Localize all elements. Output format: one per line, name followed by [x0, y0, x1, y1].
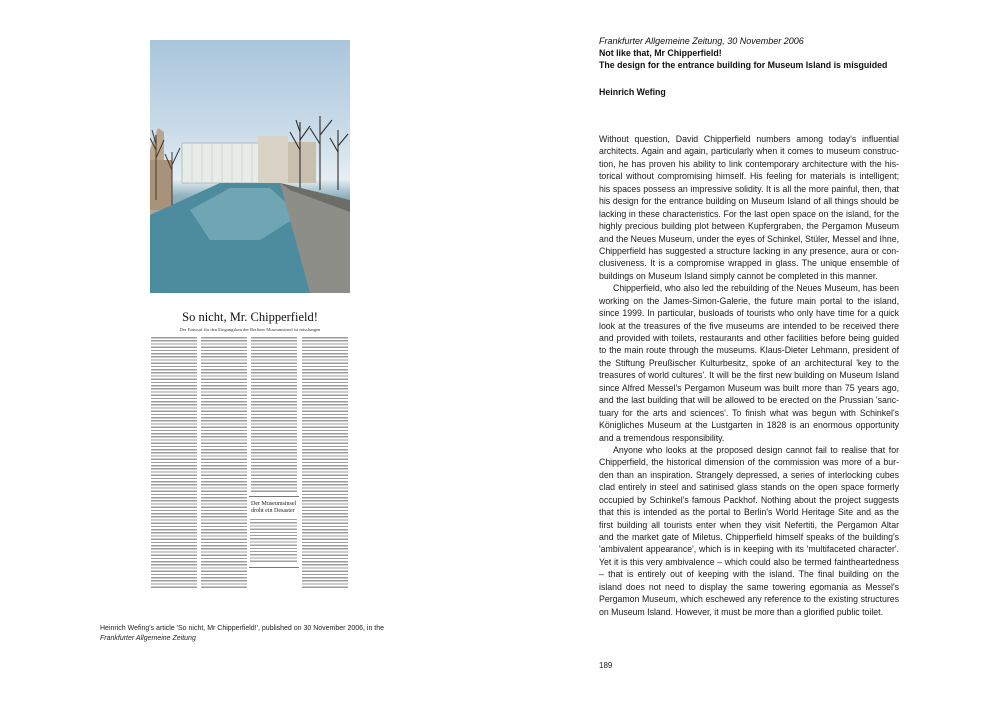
body-line: clad entirely in steel and satinised glass stands on the open space formerly	[599, 482, 899, 493]
body-line: and the Neues Museum, under the eyes of Schinkel, Stüler, Messel and Ihne,	[599, 233, 899, 244]
inset-text-lines	[250, 519, 297, 563]
clipping-inset-box	[249, 496, 299, 568]
clipping-text-column	[302, 337, 348, 590]
body-line: Königliches Museum at the Lustgarten in 1828 is an enormous opportunity	[599, 420, 899, 431]
inset-title: Der Museumsinsel droht ein Desaster	[251, 501, 297, 514]
body-line: and the market gate of Miletus. Chipperfield himself speaks of the building's	[599, 532, 899, 542]
body-line: buildings on Museum Island simply cannot be completed in this manner.	[599, 270, 878, 281]
article-subtitle: The design for the entrance building for Museum Island is misguided	[599, 60, 888, 70]
body-line: and the last building that will be allowed to be erected on the Prussian 'sanc-	[599, 395, 899, 406]
body-line: clusiveness. It is a compromise wrapped in glass. The unique ensemble of	[599, 258, 899, 269]
clipping-headline: So nicht, Mr. Chipperfield!	[182, 310, 318, 324]
body-line: Chipperfield, the historical dimension of the commission was more of a bur-	[599, 457, 899, 468]
body-line: and a tremendous responsibility.	[599, 432, 725, 443]
body-line: architects. Again and again, particularly when it comes to museum construc-	[599, 146, 899, 157]
clipping-subheadline: Der Entwurf für den Eingangsbau der Berliner Museumsinsel ist misslungen	[179, 327, 321, 332]
body-line: the Stiftung Preußischer Kulturbesitz, spoke of an architectural 'key to the	[599, 357, 899, 368]
body-line: tion, he has proven his ability to link contemporary architecture with the his-	[599, 158, 899, 169]
body-line: working on the James-Simon-Galerie, the future main portal to the island,	[599, 295, 899, 306]
body-line: and provided with toilets, restaurants and other facilities before being guided	[599, 333, 899, 343]
figure-caption	[100, 624, 420, 643]
body-line: – that is entirely out of keeping with the island. The final building on the	[599, 569, 899, 580]
body-line: tuary for the arts and sciences'. To finish what was begun with Schinkel's	[599, 407, 899, 418]
page-number: 189	[599, 661, 613, 670]
body-line: on Museum Island. However, it must be more than a glorified public toilet.	[599, 606, 884, 617]
body-line: lacking in these characteristics. For the last open space on the island, for the	[599, 208, 899, 219]
body-line: Pergamon Museum, which eschewed any reference to the existing structures	[599, 594, 899, 605]
article-author: Heinrich Wefing	[599, 87, 666, 97]
body-line: treasures of world cultures'. It will be the first new building on Museum Island	[599, 370, 899, 381]
body-line: island does not need to display the same towering egomania as Messel's	[599, 581, 899, 592]
body-line: Anyone who looks at the proposed design cannot fail to realise that for	[613, 444, 899, 455]
body-line: 'ambivalent appearance', which is in keeping with its 'multifaceted character'.	[599, 544, 899, 555]
body-line: den than an inspiration. Strangely depressed, a series of interlocking cubes	[599, 469, 899, 480]
article-title: Not like that, Mr Chipperfield!	[599, 48, 722, 58]
source-line: Frankfurter Allgemeine Zeitung, 30 November 2006	[599, 36, 804, 46]
article-body	[599, 133, 899, 618]
clipping-text-column	[201, 337, 247, 590]
body-line: that this is intended as the portal to Berlin's World Heritage Site and as the	[599, 507, 899, 518]
photo-caption-lines	[150, 295, 350, 305]
clipping-text-column	[151, 337, 197, 590]
body-line: to the main route through the museums. Klaus-Dieter Lehmann, president of	[599, 345, 899, 356]
body-line: his design for the entrance building on Museum Island of all things should be	[599, 196, 899, 207]
museum-island-photo	[150, 40, 350, 293]
body-line: since 1999. In particular, busloads of tourists who only have time for a quick	[599, 308, 899, 319]
body-line: look at the treasures of the five museums are intended to be received there	[599, 320, 899, 331]
body-line: since Alfred Messel's Pergamon Museum was built more than 75 years ago,	[599, 382, 899, 393]
clipping-text-column	[251, 337, 297, 493]
body-line: Chipperfield, who also led the rebuilding of the Neues Museum, has been	[613, 283, 899, 294]
body-line: Yet it is this very ambivalence – which could also be termed faintheartedness	[599, 556, 899, 567]
newspaper-clipping	[150, 40, 350, 590]
body-line: Without question, David Chipperfield numbers among today's influential	[599, 134, 899, 144]
body-line: torical without compromising himself. His feeling for materials is intelligent;	[599, 171, 899, 182]
body-line: his spaces possess an impressive solidity. It is all the more painful, then, that	[599, 183, 899, 194]
body-line: first building all tourists enter when they visit Nefertiti, the Pergamon Altar	[599, 519, 899, 530]
caption-publication: Frankfurter Allgemeine Zeitung	[100, 634, 196, 642]
caption-text: Heinrich Wefing's article 'So nicht, Mr Chipperfield!', published on 30 November 2006, in the	[100, 625, 385, 632]
body-line: occupied by Schinkel's famous Packhof. Nothing about the project suggests	[599, 494, 899, 505]
body-line: Chipperfield has suggested a structure lacking in any presence, aura or con-	[599, 245, 899, 256]
canal-illustration	[150, 40, 350, 293]
body-line: highly precious building plot between Kupfergraben, the Pergamon Museum	[599, 221, 899, 232]
